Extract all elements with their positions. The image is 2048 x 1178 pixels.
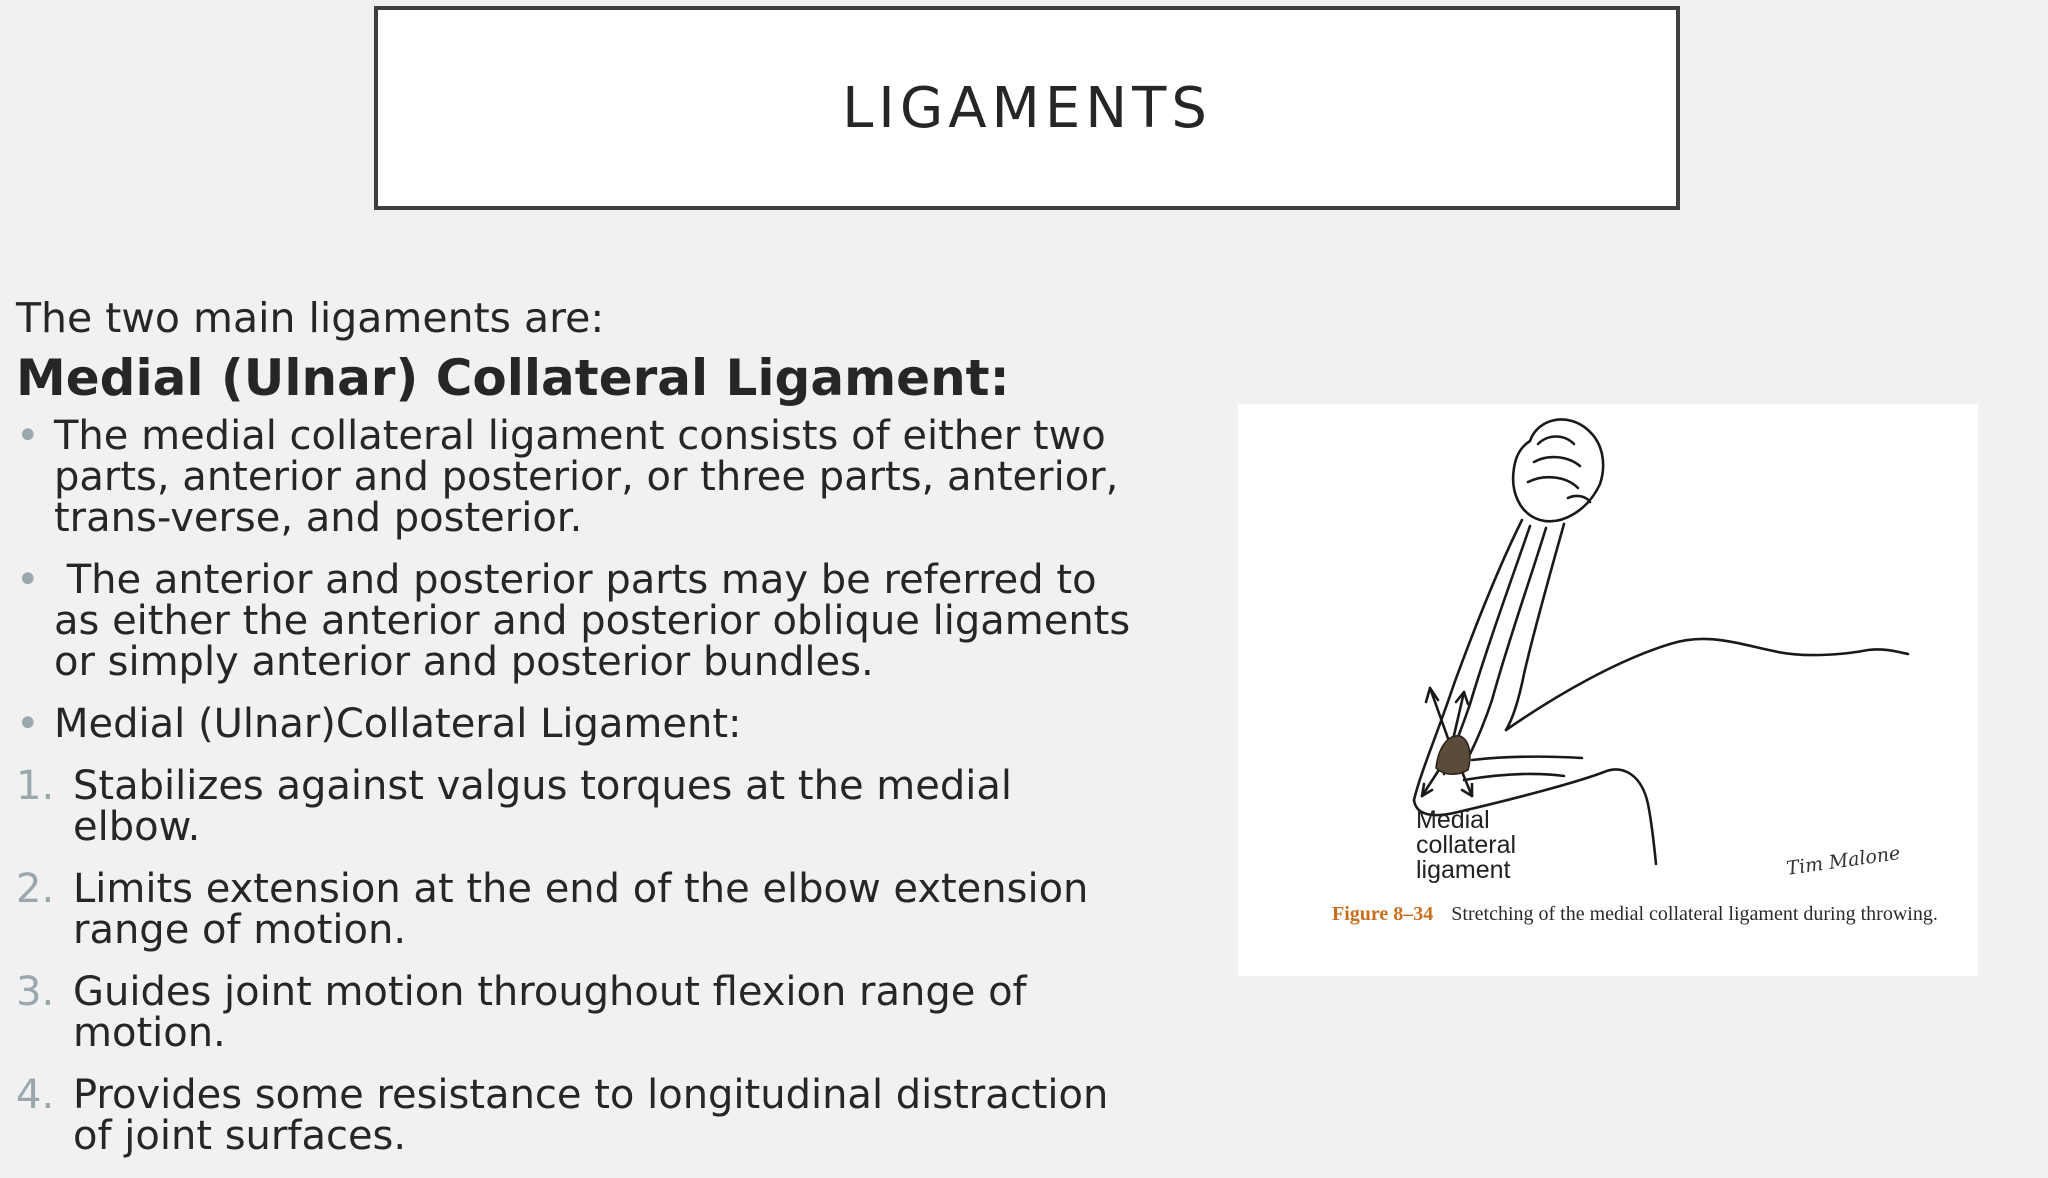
list-item — [16, 701, 1136, 747]
list-item-text: Stabilizes against valgus torques at the medial elbow. — [73, 763, 1012, 850]
number-marker: 1. — [16, 763, 55, 809]
slide-content — [16, 292, 1143, 1178]
title-box — [374, 6, 1680, 210]
list-item — [16, 557, 1143, 685]
label-line: ligament — [1416, 856, 1511, 884]
label-line: collateral — [1416, 831, 1517, 859]
bullet-marker: • — [16, 557, 40, 603]
section-heading: Medial (Ulnar) Collateral Ligament: — [16, 349, 1010, 407]
elbow-figure — [1238, 404, 1978, 976]
list-item-text: Provides some resistance to longitudinal distraction of joint surfaces. — [73, 1072, 1109, 1159]
bullet-marker: • — [16, 413, 40, 459]
number-marker: 4. — [16, 1072, 55, 1118]
figure-caption — [1332, 902, 1952, 926]
ligament-list — [16, 413, 1143, 1159]
ligament-label — [1416, 808, 1616, 883]
artist-signature: Tim Malone — [1785, 842, 1902, 880]
number-marker: 2. — [16, 866, 55, 912]
figure-number: Figure 8–34 — [1332, 903, 1434, 925]
list-item-text: Medial (Ulnar)Collateral Ligament: — [54, 701, 742, 747]
bullet-marker: • — [16, 701, 40, 747]
list-item-text: The medial collateral ligament consists of either two parts, anterior and posterior, or three parts, anterior, trans-verse, and posterior. — [54, 413, 1119, 541]
number-marker: 3. — [16, 969, 55, 1015]
list-item — [16, 413, 1136, 541]
list-item — [16, 866, 1136, 953]
list-item-text: The anterior and posterior parts may be referred to as either the anterior and posterior oblique ligaments or simply anterior and posterior bundles. — [54, 557, 1143, 685]
list-item — [16, 763, 1136, 850]
list-item — [16, 1072, 1136, 1159]
list-item — [16, 969, 1136, 1056]
figure-caption-text: Stretching of the medial collateral ligament during throwing. — [1451, 903, 1938, 925]
label-line: Medial — [1416, 806, 1490, 834]
slide-title: LIGAMENTS — [842, 75, 1212, 141]
list-item-text: Limits extension at the end of the elbow extension range of motion. — [73, 866, 1089, 953]
intro-text: The two main ligaments are: — [16, 294, 605, 342]
throwing-arm-illustration — [1238, 404, 1978, 976]
list-item-text: Guides joint motion throughout flexion range of motion. — [73, 969, 1027, 1056]
